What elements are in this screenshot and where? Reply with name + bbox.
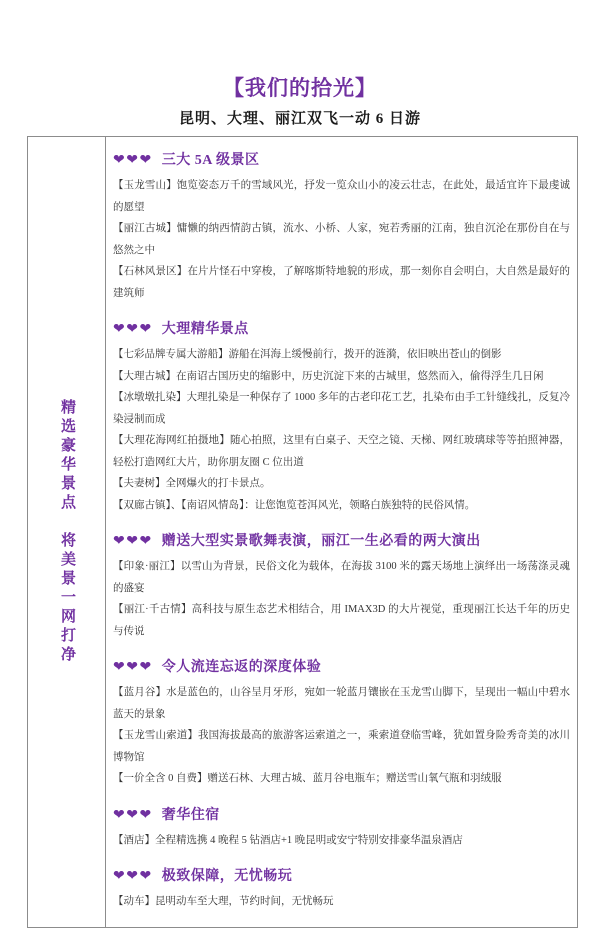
section-heading xyxy=(113,150,570,171)
feature-item: 【动车】昆明动车至大理，节约时间，无忧畅玩 xyxy=(113,896,334,907)
feature-item: 【双廊古镇】、【南诏风情岛】：让您饱览苍洱风光，领略白族独特的民俗风情。 xyxy=(113,499,476,511)
highlight-section xyxy=(113,531,570,642)
section-heading-text: 三大 5A 级景区 xyxy=(161,153,260,168)
feature-item: 【石林风景区】在片片怪石中穿梭，了解喀斯特地貌的形成，那一刻你自会明白，大自然是最好的建筑师 xyxy=(113,266,570,299)
section-heading-text: 极致保障，无忧畅玩 xyxy=(161,869,293,884)
feature-item: 【玉龙雪山索道】我国海拔最高的旅游客运索道之一，乘索道登临雪峰，犹如置身险秀奇美的冰川博物馆 xyxy=(113,730,570,763)
section-items xyxy=(113,891,570,913)
highlight-section xyxy=(113,805,570,852)
feature-item: 【蓝月谷】水是蓝色的，山谷呈月牙形，宛如一轮蓝月镶嵌在玉龙雪山脚下，呈现出一幅山中碧水蓝天的景象 xyxy=(113,687,570,720)
section-items xyxy=(113,556,570,642)
section-heading-text: 大理精华景点 xyxy=(161,322,249,337)
feature-item: 【夫妻树】全网爆火的打卡景点。 xyxy=(113,478,271,489)
section-items xyxy=(113,682,570,790)
feature-item: 【冰墩墩扎染】大理扎染是一种保存了 1000 多年的古老印花工艺，扎染布由手工针缝线扎，反复冷染浸制而成 xyxy=(113,392,570,425)
hearts-icon: ❤❤❤ xyxy=(113,868,153,884)
section-heading xyxy=(113,531,570,552)
hearts-icon: ❤❤❤ xyxy=(113,152,153,168)
section-heading-text: 赠送大型实景歌舞表演，丽江一生必看的两大演出 xyxy=(161,534,481,549)
highlight-section xyxy=(113,657,570,790)
table-main-cell sections xyxy=(106,137,577,927)
feature-item: 【大理花海网红拍摄地】随心拍照，这里有白桌子、天空之镜、天梯、网红玻璃球等等拍照神器，轻松打造网红大片，助你朋友圈 C 位出道 xyxy=(113,435,570,468)
sidebar-vertical-caption: 精选豪华景点 将美景一网打净 xyxy=(59,398,75,665)
feature-item: 【玉龙雪山】饱览姿态万千的雪域风光，抒发一览众山小的凌云壮志，在此处，最适宜许下最虔诚的愿望 xyxy=(113,180,570,213)
highlights-table xyxy=(27,136,578,928)
section-items xyxy=(113,175,570,304)
hearts-icon: ❤❤❤ xyxy=(113,806,153,823)
section-items xyxy=(113,344,570,516)
section-heading xyxy=(113,805,570,826)
feature-item: 【丽江·千古情】高科技与原生态艺术相结合，用 IMAX3D 的大片视觉，重现丽江长达千年的历史与传说 xyxy=(113,604,570,637)
feature-item: 【大理古城】在南诏古国历史的缩影中，历史沉淀下来的古城里，悠然而入，偷得浮生几日闲 xyxy=(113,370,544,382)
highlight-section xyxy=(113,319,570,516)
table-side-cell xyxy=(28,137,106,927)
feature-item: 【丽江古城】慵懒的纳西情韵古镇，流水、小桥、人家，宛若秀丽的江南，独自沉沦在那份自在与悠然之中 xyxy=(113,223,570,256)
feature-item: 【印象·丽江】以雪山为背景，民俗文化为载体，在海拔 3100 米的露天场地上演绎出一场荡涤灵魂的盛宴 xyxy=(113,561,570,594)
feature-item: 【七彩品牌专属大游船】游船在洱海上缓慢前行，拨开的涟漪，依旧映出苍山的倒影 xyxy=(113,349,502,360)
highlight-section xyxy=(113,150,570,304)
feature-item: 【酒店】全程精选携 4 晚程 5 钻酒店+1 晚昆明或安宁特别安排豪华温泉酒店 xyxy=(113,834,463,846)
highlight-section xyxy=(113,866,570,913)
page-title: 【我们的拾光】 xyxy=(223,76,377,100)
page-subtitle: 昆明、大理、丽江双飞一动 6 日游 xyxy=(178,111,421,127)
section-heading xyxy=(113,657,570,678)
section-heading xyxy=(113,866,570,887)
hearts-icon: ❤❤❤ xyxy=(113,533,153,549)
section-heading xyxy=(113,319,570,340)
hearts-icon: ❤❤❤ xyxy=(113,321,153,337)
hearts-icon: ❤❤❤ xyxy=(113,659,153,675)
feature-item: 【一价全含 0 自费】赠送石林、大理古城、蓝月谷电瓶车；赠送雪山氧气瓶和羽绒服 xyxy=(113,773,502,784)
section-heading-text: 令人流连忘返的深度体验 xyxy=(161,660,322,675)
section-heading-text: 奢华住宿 xyxy=(161,807,220,823)
